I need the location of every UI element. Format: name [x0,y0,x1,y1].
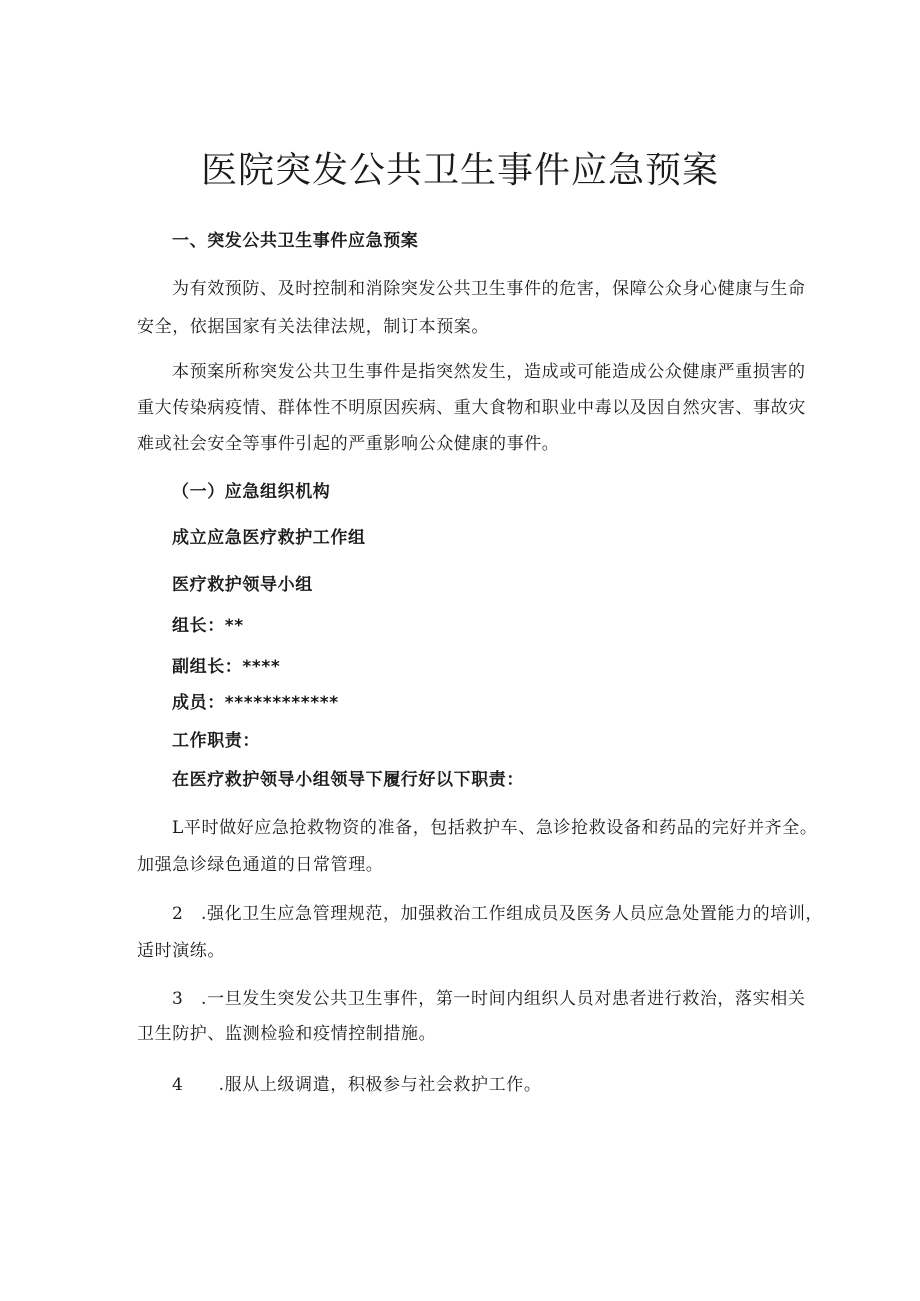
duty-item-2-line1: 2 .强化卫生应急管理规范，加强救治工作组成员及医务人员应急处置能力的培训， [172,904,824,924]
duty-item-1-line2: 加强急诊绿色通道的日常管理。 [137,855,384,875]
paragraph-purpose-line1: 为有效预防、及时控制和消除突发公共卫生事件的危害，保障公众身心健康与生命 [172,279,806,299]
duty-item-3-line2: 卫生防护、监测检验和疫情控制措施。 [137,1024,437,1044]
paragraph-purpose-line2: 安全，依据国家有关法律法规，制订本预案。 [137,317,489,337]
group-deputy: 副组长：**** [172,657,281,677]
duty-item-4-line1: 4 .服从上级调遣，积极参与社会救护工作。 [172,1075,542,1095]
org-line: 成立应急医疗救护工作组 [172,528,366,548]
group-leader: 组长：** [172,616,244,636]
duty-item-1-line1: L平时做好应急抢救物资的准备，包括救护车、急诊抢救设备和药品的完好并齐全。 [172,818,818,838]
group-members: 成员：************ [172,693,339,713]
subsection-heading: （一）应急组织机构 [172,482,331,502]
duties-label: 工作职责： [172,731,260,751]
paragraph-definition-line2: 重大传染病疫情、群体性不明原因疾病、重大食物和职业中毒以及因自然灾害、事故灾 [137,398,806,418]
section-heading: 一、突发公共卫生事件应急预案 [172,231,419,251]
paragraph-definition-line1: 本预案所称突发公共卫生事件是指突然发生，造成或可能造成公众健康严重损害的 [172,362,806,382]
duty-item-2-line2: 适时演练。 [137,941,225,961]
document-title: 医院突发公共卫生事件应急预案 [200,150,719,191]
duties-intro: 在医疗救护领导小组领导下履行好以下职责： [172,770,524,790]
group-name: 医疗救护领导小组 [172,575,313,595]
paragraph-definition-line3: 难或社会安全等事件引起的严重影响公众健康的事件。 [137,434,560,454]
duty-item-3-line1: 3 .一旦发生突发公共卫生事件，第一时间内组织人员对患者进行救治，落实相关 [172,989,806,1009]
